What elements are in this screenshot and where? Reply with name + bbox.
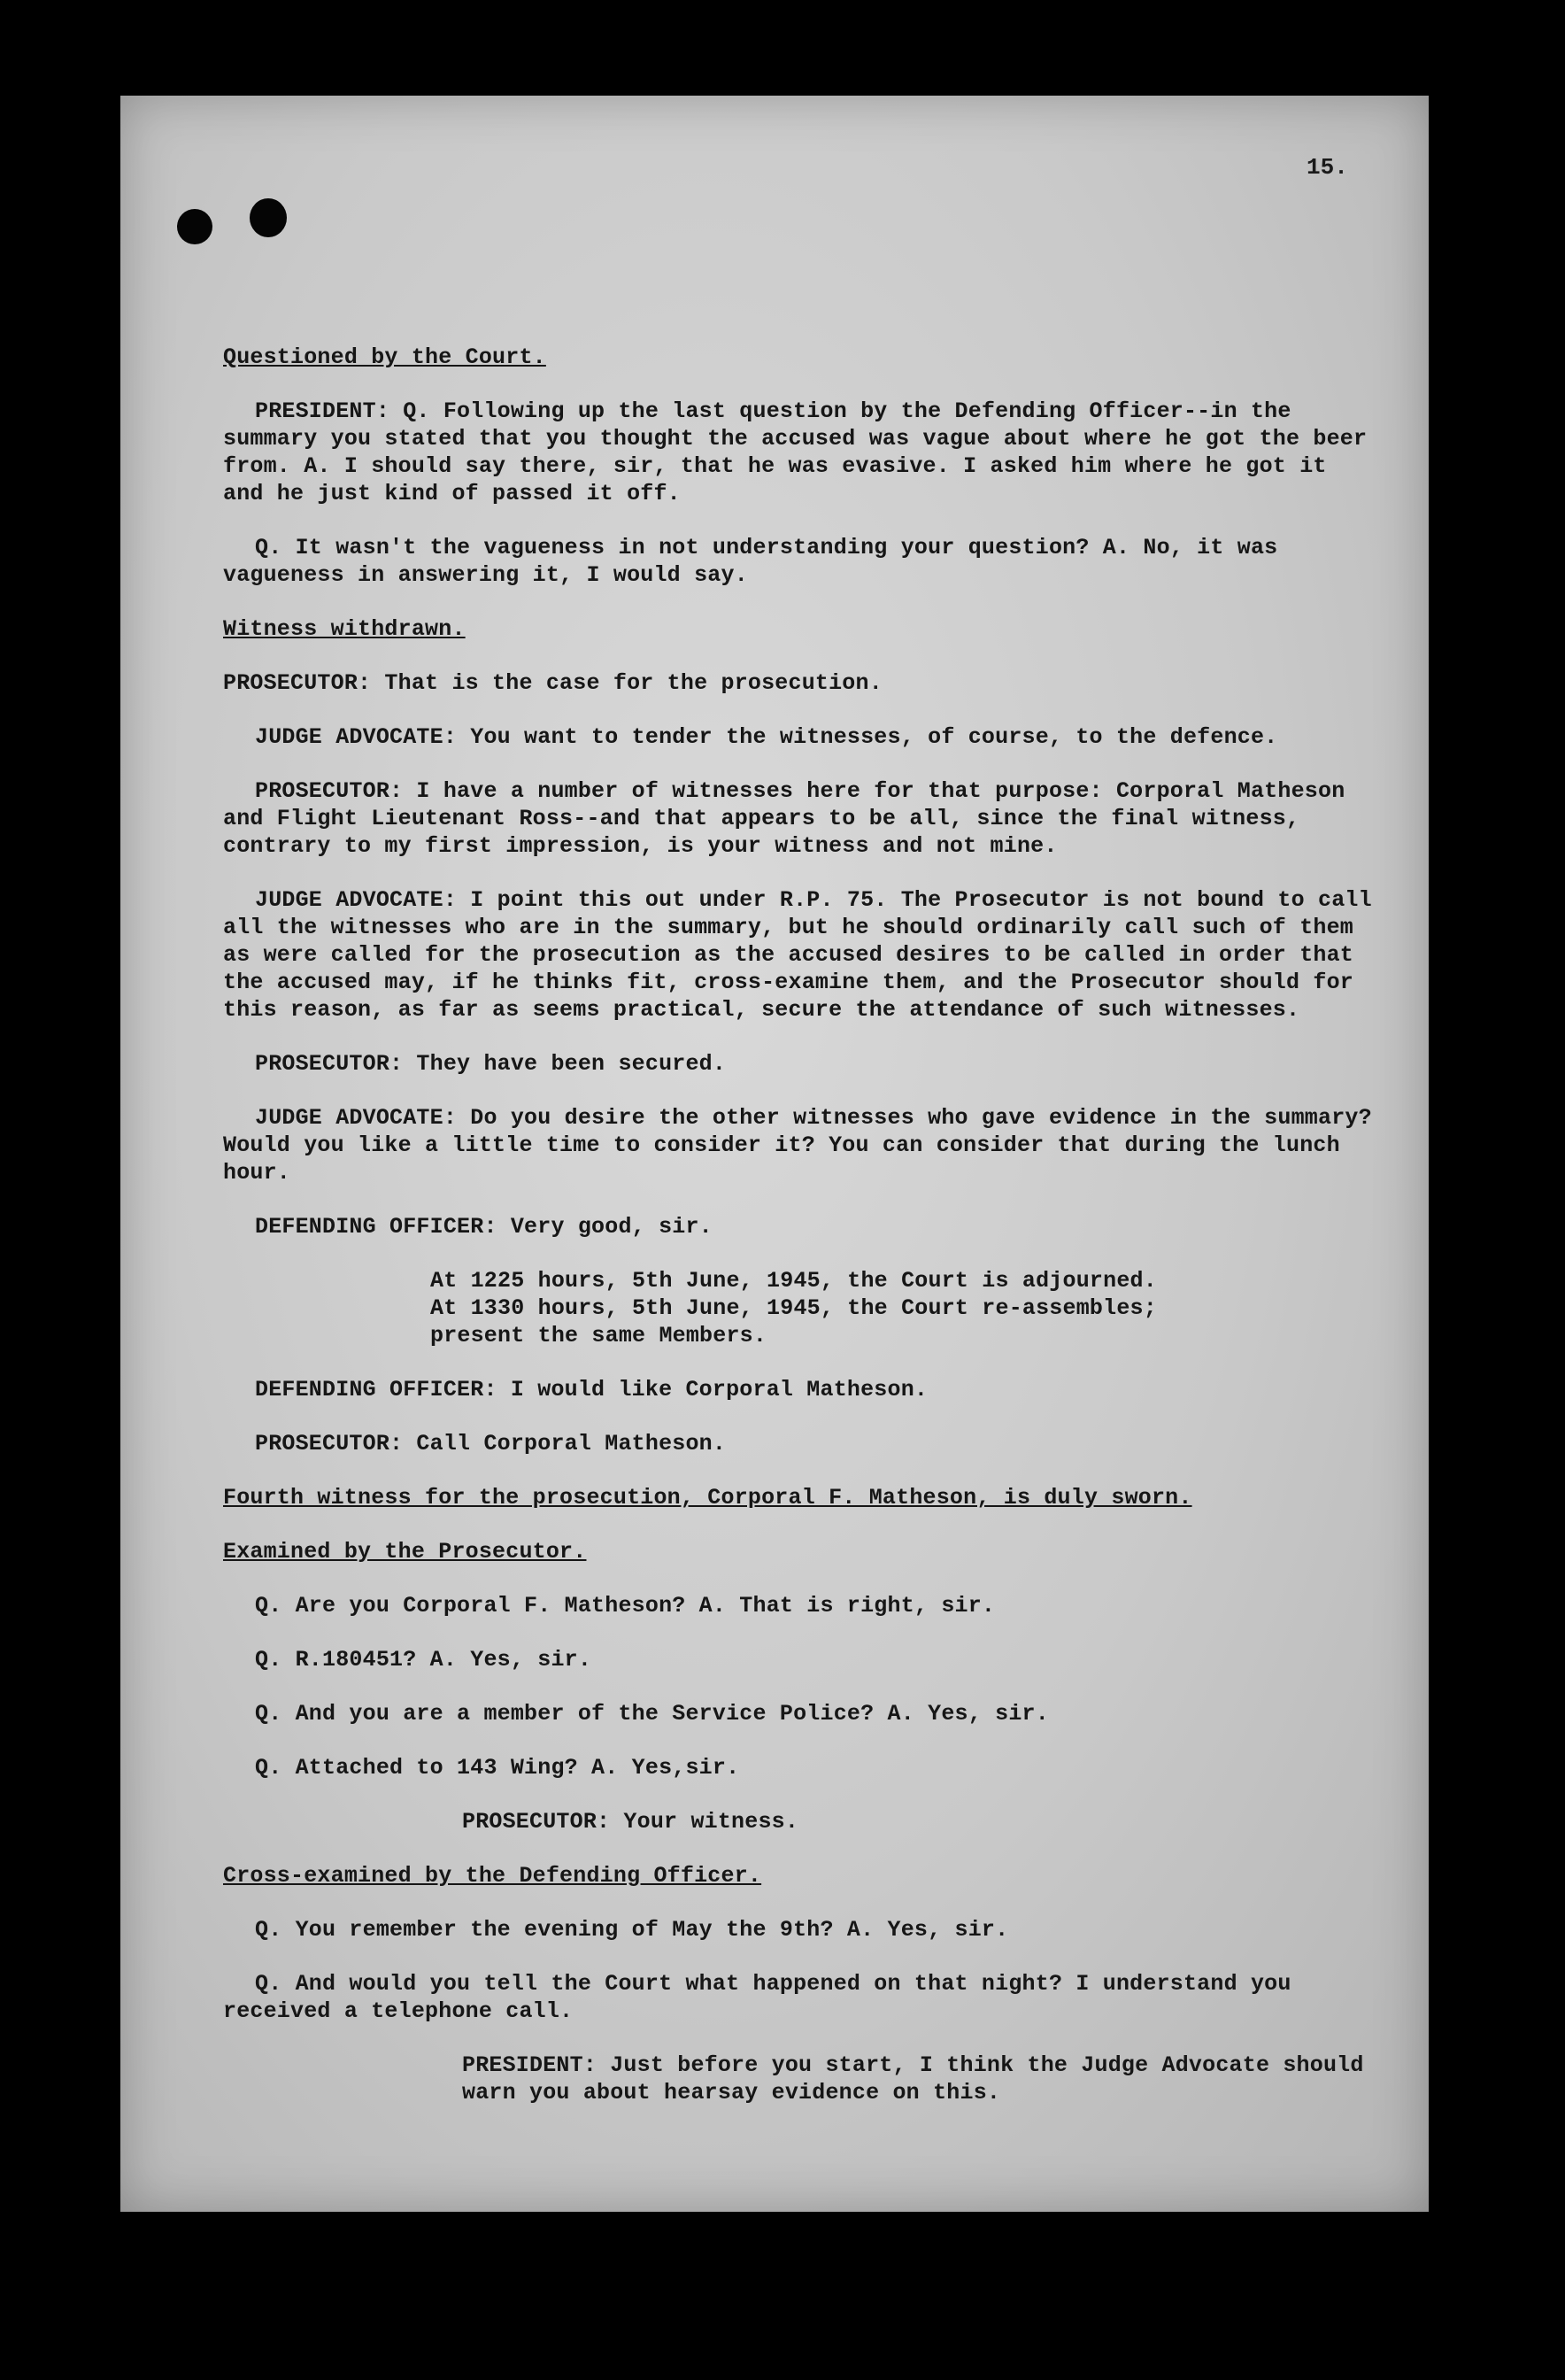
section-heading: Cross-examined by the Defending Officer. <box>223 1863 762 1889</box>
paragraph: JUDGE ADVOCATE: Do you desire the other witnesses who gave evidence in the summary? Would you like a little time to consider it? You can consider that during the lunch hour. <box>223 1105 1372 1186</box>
question-line: Q. R.180451? A. Yes, sir. <box>255 1647 592 1673</box>
paragraph: DEFENDING OFFICER: I would like Corporal Matheson. <box>255 1377 929 1402</box>
adjournment-line: present the same Members. <box>430 1323 767 1348</box>
punch-hole <box>250 198 287 237</box>
document-page <box>120 96 1429 2212</box>
page-number: 15. <box>1307 154 1348 181</box>
paragraph: DEFENDING OFFICER: Very good, sir. <box>255 1214 713 1240</box>
paragraph: PRESIDENT: Q. Following up the last question by the Defending Officer--in the summary you stated that you thought the accused was vague about where he got the beer from. A. I should say there, sir, that he was evasive. I asked him where he got it and he just kind of passed it off. <box>223 398 1368 506</box>
section-heading: Fourth witness for the prosecution, Corporal F. Matheson, is duly sworn. <box>223 1485 1192 1511</box>
adjournment-note <box>223 1267 1374 1349</box>
paragraph: PROSECUTOR: Call Corporal Matheson. <box>255 1431 727 1457</box>
paragraph: PROSECUTOR: That is the case for the prosecution. <box>223 670 883 696</box>
adjournment-line: At 1330 hours, 5th June, 1945, the Court re-assembles; <box>430 1295 1157 1321</box>
transcript-body <box>223 344 1374 2133</box>
section-heading: Questioned by the Court. <box>223 344 546 370</box>
section-heading: Examined by the Prosecutor. <box>223 1539 587 1565</box>
question-line: Q. And you are a member of the Service Police? A. Yes, sir. <box>255 1701 1049 1727</box>
paragraph: Q. And would you tell the Court what happened on that night? I understand you received a telephone call. <box>223 1971 1291 2024</box>
punch-hole <box>177 209 212 244</box>
adjournment-line: At 1225 hours, 5th June, 1945, the Court is adjourned. <box>430 1268 1157 1294</box>
question-line: Q. You remember the evening of May the 9th? A. Yes, sir. <box>255 1917 1009 1943</box>
paragraph: PROSECUTOR: I have a number of witnesses here for that purpose: Corporal Matheson and Flight Lieutenant Ross--and that appears to be all, since the final witness, contrary to my first impression, is your witness and not mine. <box>223 778 1345 859</box>
paragraph: PRESIDENT: Just before you start, I think the Judge Advocate should warn you about hearsay evidence on this. <box>462 2052 1364 2106</box>
paragraph: PROSECUTOR: They have been secured. <box>255 1051 727 1077</box>
paragraph: Q. It wasn't the vagueness in not understanding your question? A. No, it was vagueness in answering it, I would say. <box>223 535 1278 588</box>
question-line: Q. Are you Corporal F. Matheson? A. That is right, sir. <box>255 1593 996 1619</box>
question-line: Q. Attached to 143 Wing? A. Yes,sir. <box>255 1755 740 1781</box>
paragraph: PROSECUTOR: Your witness. <box>462 1809 799 1835</box>
paragraph: JUDGE ADVOCATE: I point this out under R.P. 75. The Prosecutor is not bound to call all the witnesses who are in the summary, but he should ordinarily call such of them as were called for the prosecution as the accused desires to be called in order that the accused may, if he thinks fit, cross-examine them, and the Prosecutor should for this reason, as far as seems practical, secure the attendance of such witnesses. <box>223 887 1372 1023</box>
paragraph: JUDGE ADVOCATE: You want to tender the witnesses, of course, to the defence. <box>255 724 1278 750</box>
section-heading: Witness withdrawn. <box>223 616 466 642</box>
